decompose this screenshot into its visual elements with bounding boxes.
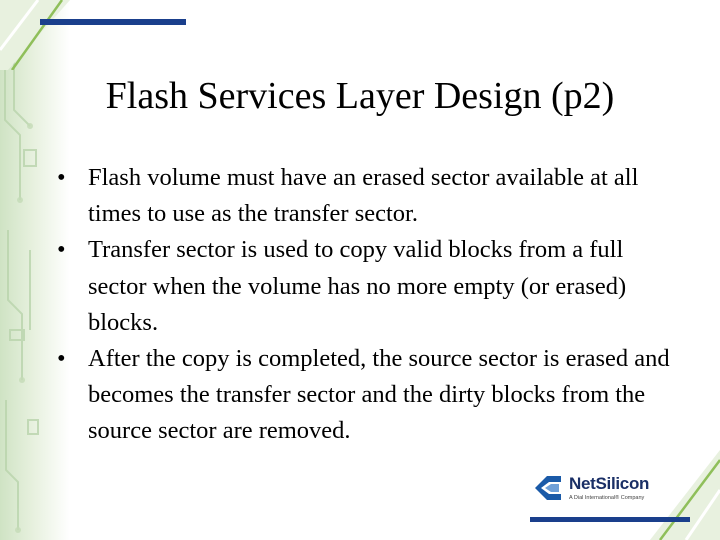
slide-title: Flash Services Layer Design (p2) bbox=[105, 75, 615, 117]
bullet-icon: • bbox=[57, 164, 66, 191]
bullet-text: Flash volume must have an erased sector available at all times to use as the transfer sector. bbox=[88, 164, 639, 228]
bullet-text: Transfer sector is used to copy valid blocks from a full sector when the volume has no more empty (or erased) blocks. bbox=[88, 236, 627, 336]
bullet-item bbox=[57, 160, 677, 232]
top-left-decoration bbox=[0, 0, 200, 70]
bullet-item bbox=[57, 232, 677, 341]
bullet-list bbox=[57, 160, 677, 450]
netsilicon-logo bbox=[531, 470, 676, 514]
bullet-item bbox=[57, 341, 677, 450]
logo-tagline: A Dial International® Company bbox=[569, 495, 645, 501]
top-accent-bar bbox=[40, 19, 186, 25]
bullet-icon: • bbox=[57, 345, 66, 373]
bullet-icon: • bbox=[57, 236, 66, 264]
netsilicon-logo-icon bbox=[531, 472, 565, 504]
logo-wordmark: NetSilicon bbox=[569, 474, 650, 493]
bullet-text: After the copy is completed, the source sector is erased and becomes the transfer sector and the dirty blocks from the source sector are removed. bbox=[88, 345, 670, 445]
bottom-accent-bar bbox=[530, 517, 690, 522]
